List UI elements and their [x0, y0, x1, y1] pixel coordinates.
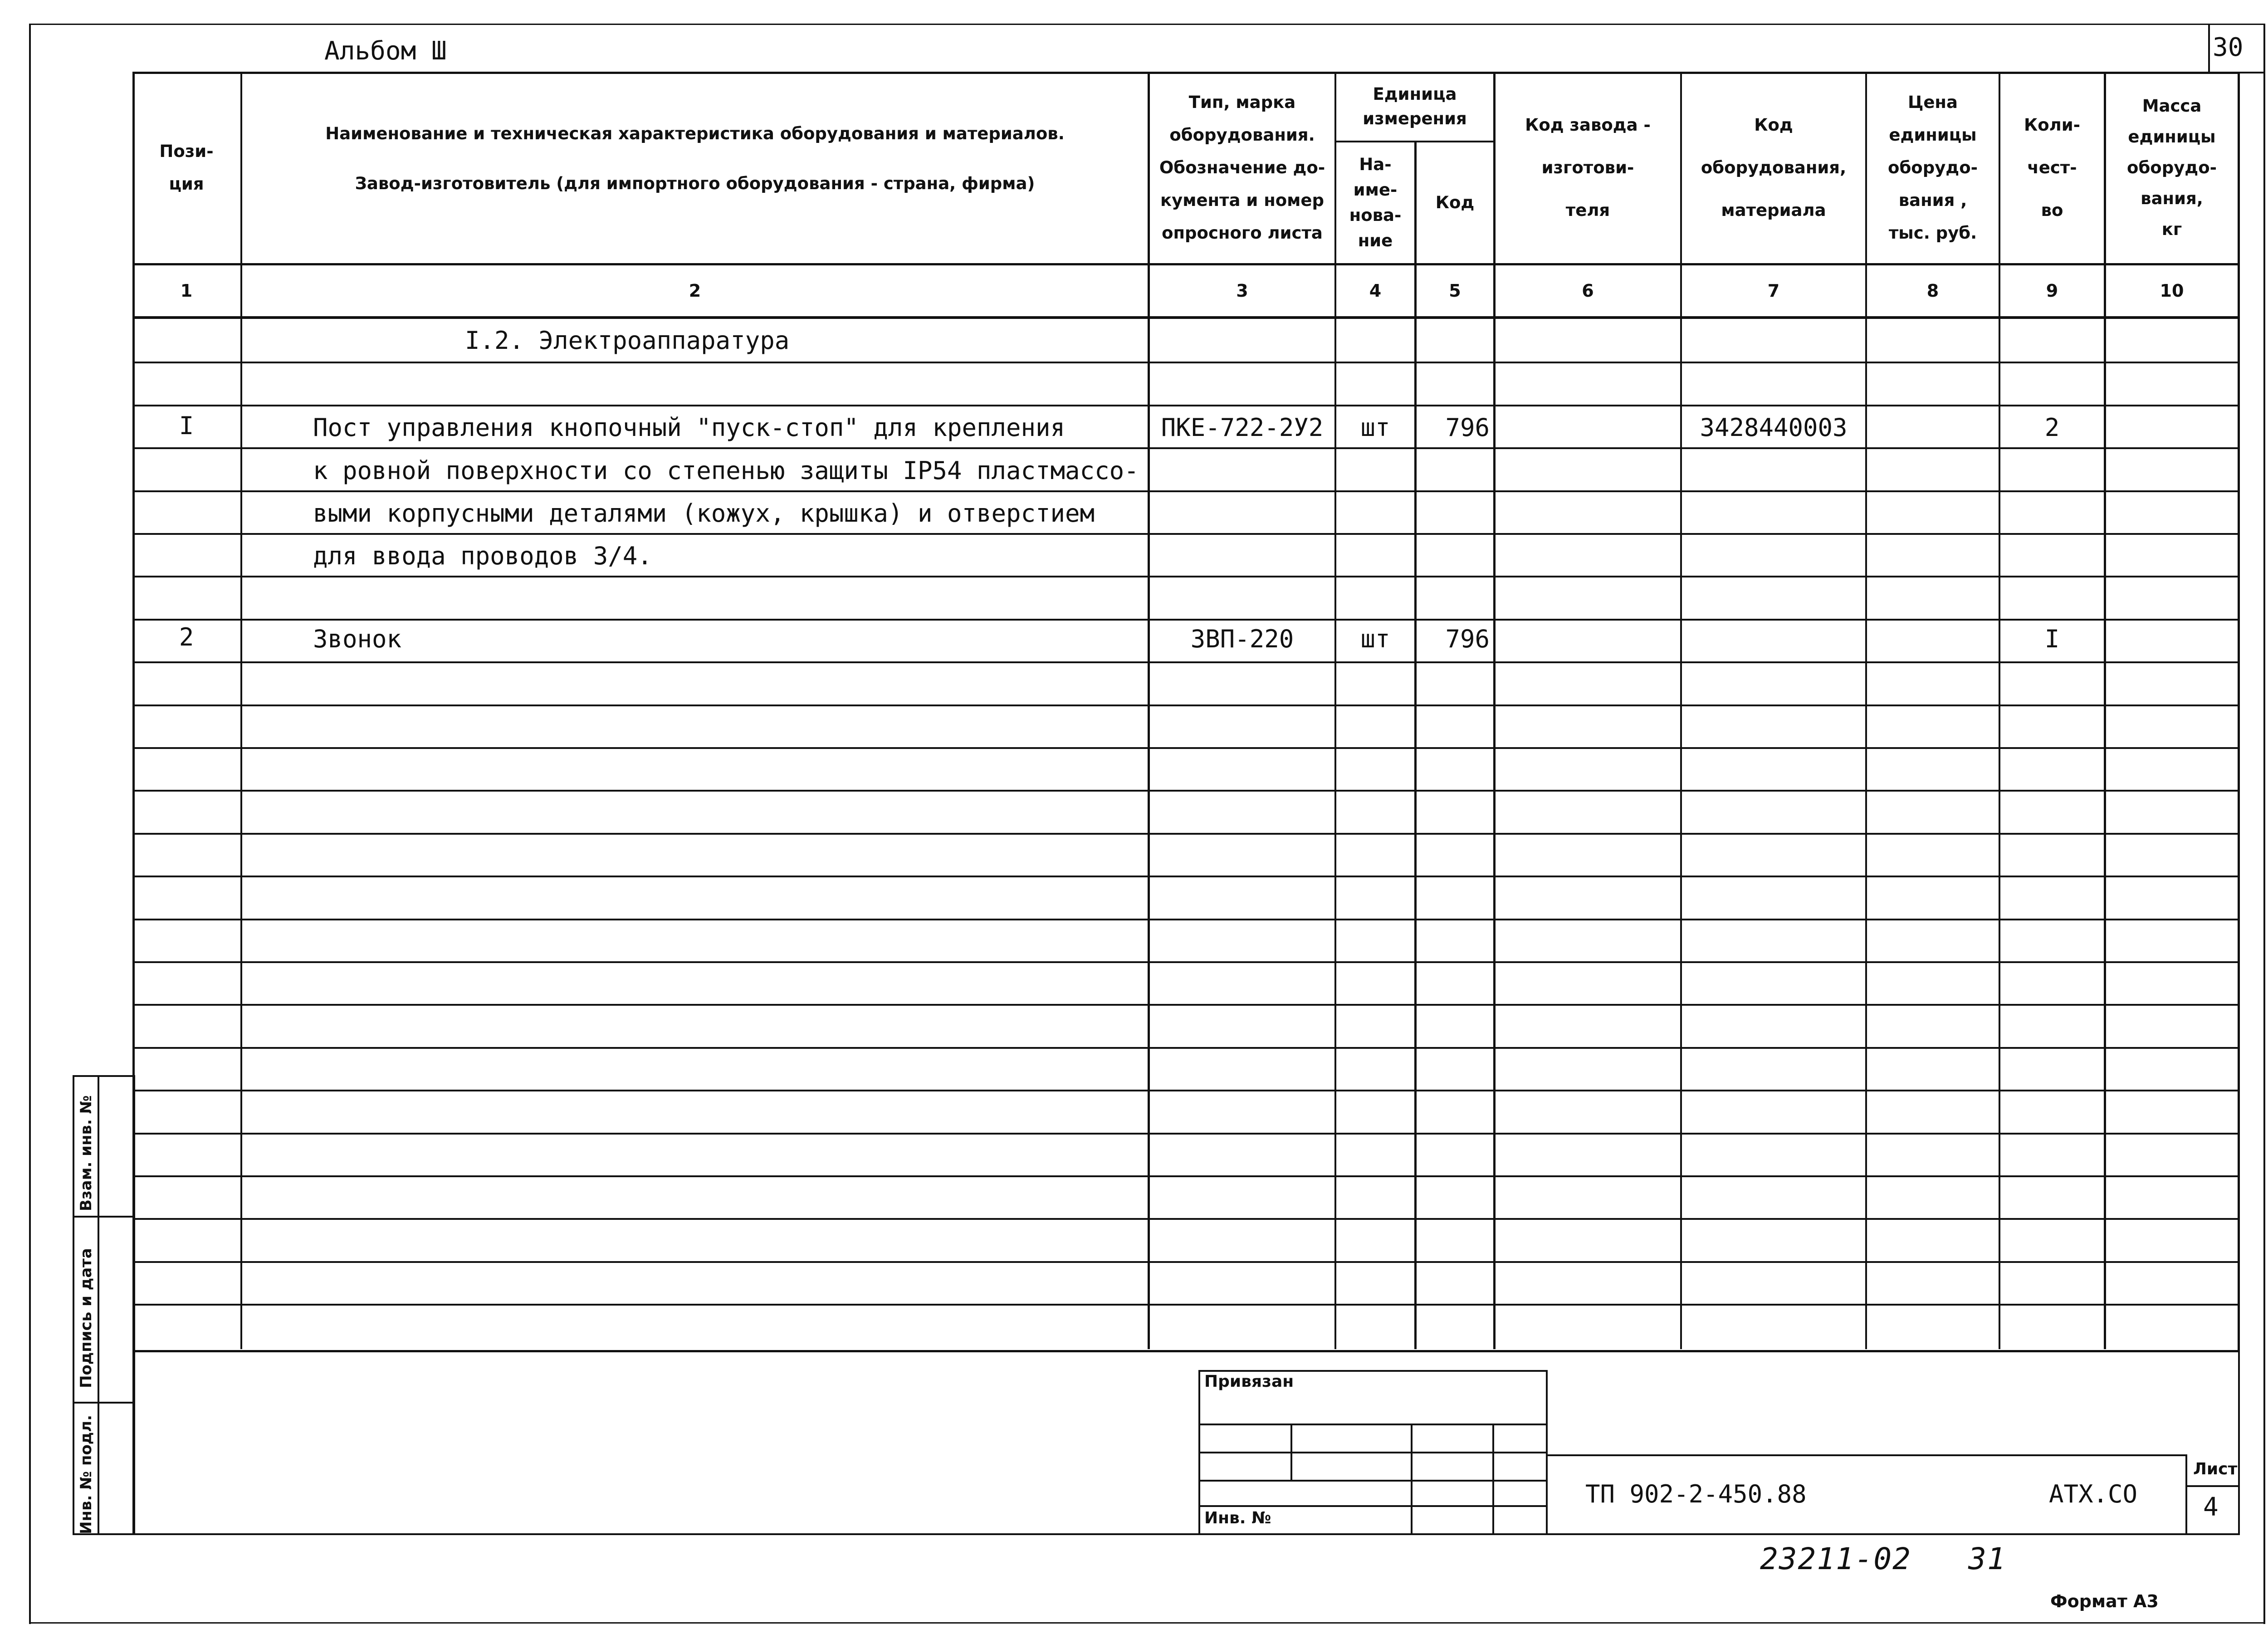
- side-stamp-sep-2: [73, 1402, 135, 1404]
- table-row-line: [132, 1004, 2240, 1006]
- item-1-equipment-code: 3428440003: [1700, 413, 1848, 442]
- table-row-line: [132, 747, 2240, 749]
- item-2-unit-name: шт: [1360, 624, 1390, 653]
- inv-no-label: Инв. №: [1204, 1509, 1271, 1527]
- table-row-line: [132, 1218, 2240, 1220]
- header-unit-group: Единица измерения: [1363, 84, 1467, 128]
- sheet-label: Лист: [2193, 1460, 2238, 1478]
- sheet-box-divider: [2185, 1485, 2240, 1487]
- section-title: I.2. Электроаппаратура: [465, 326, 790, 355]
- item-2-unit-code: 796: [1445, 624, 1490, 653]
- col-num-2: 2: [689, 281, 701, 301]
- col-num-5: 5: [1449, 281, 1461, 301]
- document-code: ТП 902-2-450.88: [1585, 1480, 1807, 1508]
- col-num-6: 6: [1582, 281, 1594, 301]
- album-label: Альбом Ш: [324, 36, 447, 66]
- col-num-8: 8: [1926, 281, 1939, 301]
- outer-border-right: [2263, 24, 2265, 1624]
- header-quantity: Коли- чест- во: [2024, 115, 2081, 220]
- bottom-area-left: [132, 1349, 135, 1535]
- item-1-unit-code: 796: [1445, 413, 1490, 442]
- table-row-line: [132, 1175, 2240, 1177]
- header-equipment-code: Код оборудования, материала: [1701, 115, 1847, 220]
- header-price: Цена единицы оборудо- вания , тыс. руб.: [1888, 93, 1978, 243]
- format-label: Формат А3: [2050, 1591, 2159, 1611]
- table-row-line: [132, 1304, 2240, 1306]
- side-stamp-sep-1: [73, 1216, 135, 1218]
- item-1-line-1: Пост управления кнопочный "пуск-стоп" для крепления: [313, 413, 1066, 442]
- outer-border-left: [29, 24, 31, 1624]
- col-num-1: 1: [180, 281, 193, 301]
- table-row-line: [132, 1133, 2240, 1135]
- item-1-line-2: к ровной поверхности со степенью защиты IP54 пластмассо-: [313, 456, 1139, 485]
- privyazan-col-1: [1290, 1424, 1292, 1482]
- side-label-vzam: Взам. инв. №: [77, 1095, 95, 1211]
- bottom-area-bottom: [132, 1533, 2240, 1535]
- privyazan-row-1: [1198, 1424, 1548, 1425]
- table-row-line: [132, 961, 2240, 963]
- header-factory-code: Код завода - изготови- теля: [1525, 115, 1651, 220]
- side-label-podpis: Подпись и дата: [77, 1248, 95, 1388]
- privyazan-row-4: [1198, 1505, 1548, 1507]
- header-mass: Масса единицы оборудо- вания, кг: [2127, 96, 2217, 239]
- header-name: Наименование и техническая характеристика оборудования и материалов. Завод-изготовитель (для импортного оборудования - страна, фирма): [325, 124, 1065, 193]
- privyazan-col-3: [1492, 1424, 1494, 1535]
- item-1-line-3: выми корпусными деталями (кожух, крышка) и отверстием: [313, 499, 1095, 528]
- col-line-4: [1414, 141, 1417, 1349]
- sheet-number: 4: [2203, 1492, 2219, 1522]
- item-1-quantity: 2: [2044, 413, 2060, 442]
- item-2-position: 2: [179, 622, 194, 651]
- privyazan-label: Привязан: [1204, 1372, 1294, 1391]
- item-1-line-4: для ввода проводов 3/4.: [313, 541, 652, 570]
- header-unit-code: Код: [1435, 193, 1475, 212]
- table-row-line: [132, 661, 2240, 663]
- col-num-7: 7: [1767, 281, 1780, 301]
- table-row-line: [132, 1090, 2240, 1091]
- stamp-top-line: [1548, 1454, 2187, 1456]
- table-row-line: [132, 876, 2240, 877]
- item-2-line-1: Звонок: [313, 624, 402, 653]
- outer-border-bottom: [29, 1622, 2264, 1624]
- document-mark: АТХ.СО: [2049, 1480, 2138, 1508]
- header-unit-name: На- име- нова- ние: [1349, 155, 1402, 250]
- col-num-9: 9: [2046, 281, 2058, 301]
- col-num-4: 4: [1369, 281, 1382, 301]
- numbers-bottom-line: [132, 316, 2240, 319]
- table-row-line: [132, 1047, 2240, 1049]
- page-number: 30: [2213, 33, 2244, 62]
- item-1-type: ПКЕ-722-2У2: [1161, 413, 1324, 442]
- table-row-line: [132, 790, 2240, 792]
- table-row-line: [132, 919, 2240, 920]
- handwritten-code: 23211-02 31: [1760, 1541, 2006, 1576]
- col-num-10: 10: [2160, 281, 2184, 301]
- privyazan-row-3: [1198, 1480, 1548, 1482]
- table-row-line: [132, 1261, 2240, 1263]
- item-1-unit-name: шт: [1360, 413, 1390, 442]
- outer-border-top: [29, 24, 2264, 25]
- item-1-position: I: [179, 411, 194, 440]
- side-stamp-divider: [98, 1075, 99, 1535]
- table-row-line: [132, 362, 2240, 363]
- privyazan-col-2: [1411, 1424, 1413, 1535]
- col-num-3: 3: [1236, 281, 1248, 301]
- table-row-line: [132, 704, 2240, 706]
- header-type: Тип, марка оборудования. Обозначение до- кумента и номер опросного листа: [1159, 93, 1325, 243]
- side-label-inv-podl: Инв. № подл.: [77, 1414, 95, 1534]
- privyazan-row-2: [1198, 1452, 1548, 1453]
- table-row-line: [132, 833, 2240, 835]
- item-2-quantity: I: [2044, 624, 2060, 653]
- header-position: Пози- ция: [159, 142, 214, 194]
- item-2-type: ЗВП-220: [1190, 624, 1294, 653]
